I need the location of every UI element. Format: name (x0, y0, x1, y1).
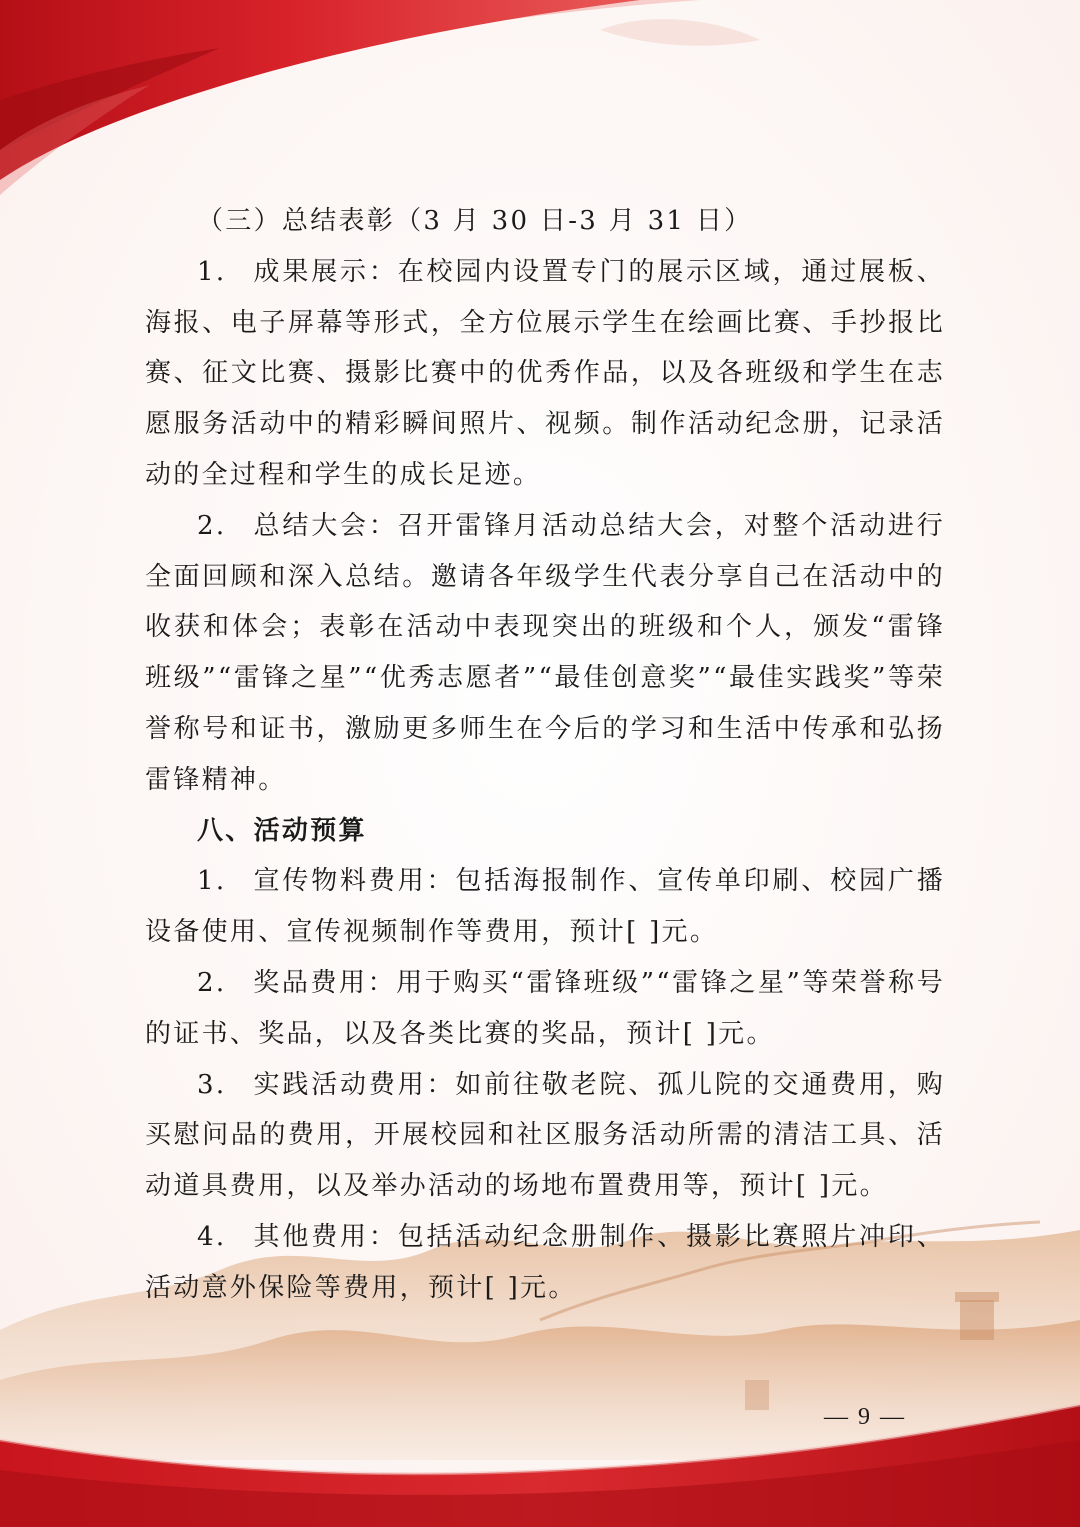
item-number: 1. (197, 256, 227, 287)
item-text: 总结大会：召开雷锋月活动总结大会，对整个活动进行全面回顾和深入总结。邀请各年级学生代表分享自己在活动中的收获和体会；表彰在活动中表现突出的班级和个人，颁发“雷锋班级”“雷锋之星”“优秀志愿者”“最佳创意奖”“最佳实践奖”等荣誉称号和证书，激励更多师生在今后的学习和生活中传承和弘扬雷锋精神。 (145, 510, 945, 795)
paragraph-other-cost (145, 1212, 945, 1314)
item-text: 其他费用：包括活动纪念册制作、摄影比赛照片冲印、活动意外保险等费用，预计[ ]元。 (145, 1221, 945, 1303)
item-text: 奖品费用：用于购买“雷锋班级”“雷锋之星”等荣誉称号的证书、奖品，以及各类比赛的奖品，预计[ ]元。 (145, 967, 945, 1049)
item-text: 宣传物料费用：包括海报制作、宣传单印刷、校园广播设备使用、宣传视频制作等费用，预计[ ]元。 (145, 866, 945, 948)
section-heading-summary: （三）总结表彰（3 月 30 日-3 月 31 日） (197, 206, 753, 236)
section-heading-budget: 八、活动预算 (197, 815, 367, 846)
document-body (145, 196, 945, 1314)
paragraph-achievement-display (145, 247, 945, 501)
item-number: 4. (197, 1221, 227, 1252)
item-number: 2. (197, 510, 227, 541)
item-number: 3. (197, 1069, 227, 1100)
paragraph-prize-cost (145, 958, 945, 1060)
item-number: 2. (197, 967, 227, 998)
item-text: 实践活动费用：如前往敬老院、孤儿院的交通费用，购买慰问品的费用，开展校园和社区服务活动所需的清洁工具、活动道具费用，以及举办活动的场地布置费用等，预计[ ]元。 (145, 1069, 945, 1202)
paragraph-summary-meeting (145, 501, 945, 806)
paragraph-promo-cost (145, 856, 945, 958)
item-text: 成果展示：在校园内设置专门的展示区域，通过展板、海报、电子屏幕等形式，全方位展示学生在绘画比赛、手抄报比赛、征文比赛、摄影比赛中的优秀作品，以及各班级和学生在志愿服务活动中的精彩瞬间照片、视频。制作活动纪念册，记录活动的全过程和学生的成长足迹。 (145, 256, 945, 490)
item-number: 1. (197, 866, 227, 897)
page-number: — 9 — (824, 1404, 906, 1430)
paragraph-practice-cost (145, 1060, 945, 1212)
